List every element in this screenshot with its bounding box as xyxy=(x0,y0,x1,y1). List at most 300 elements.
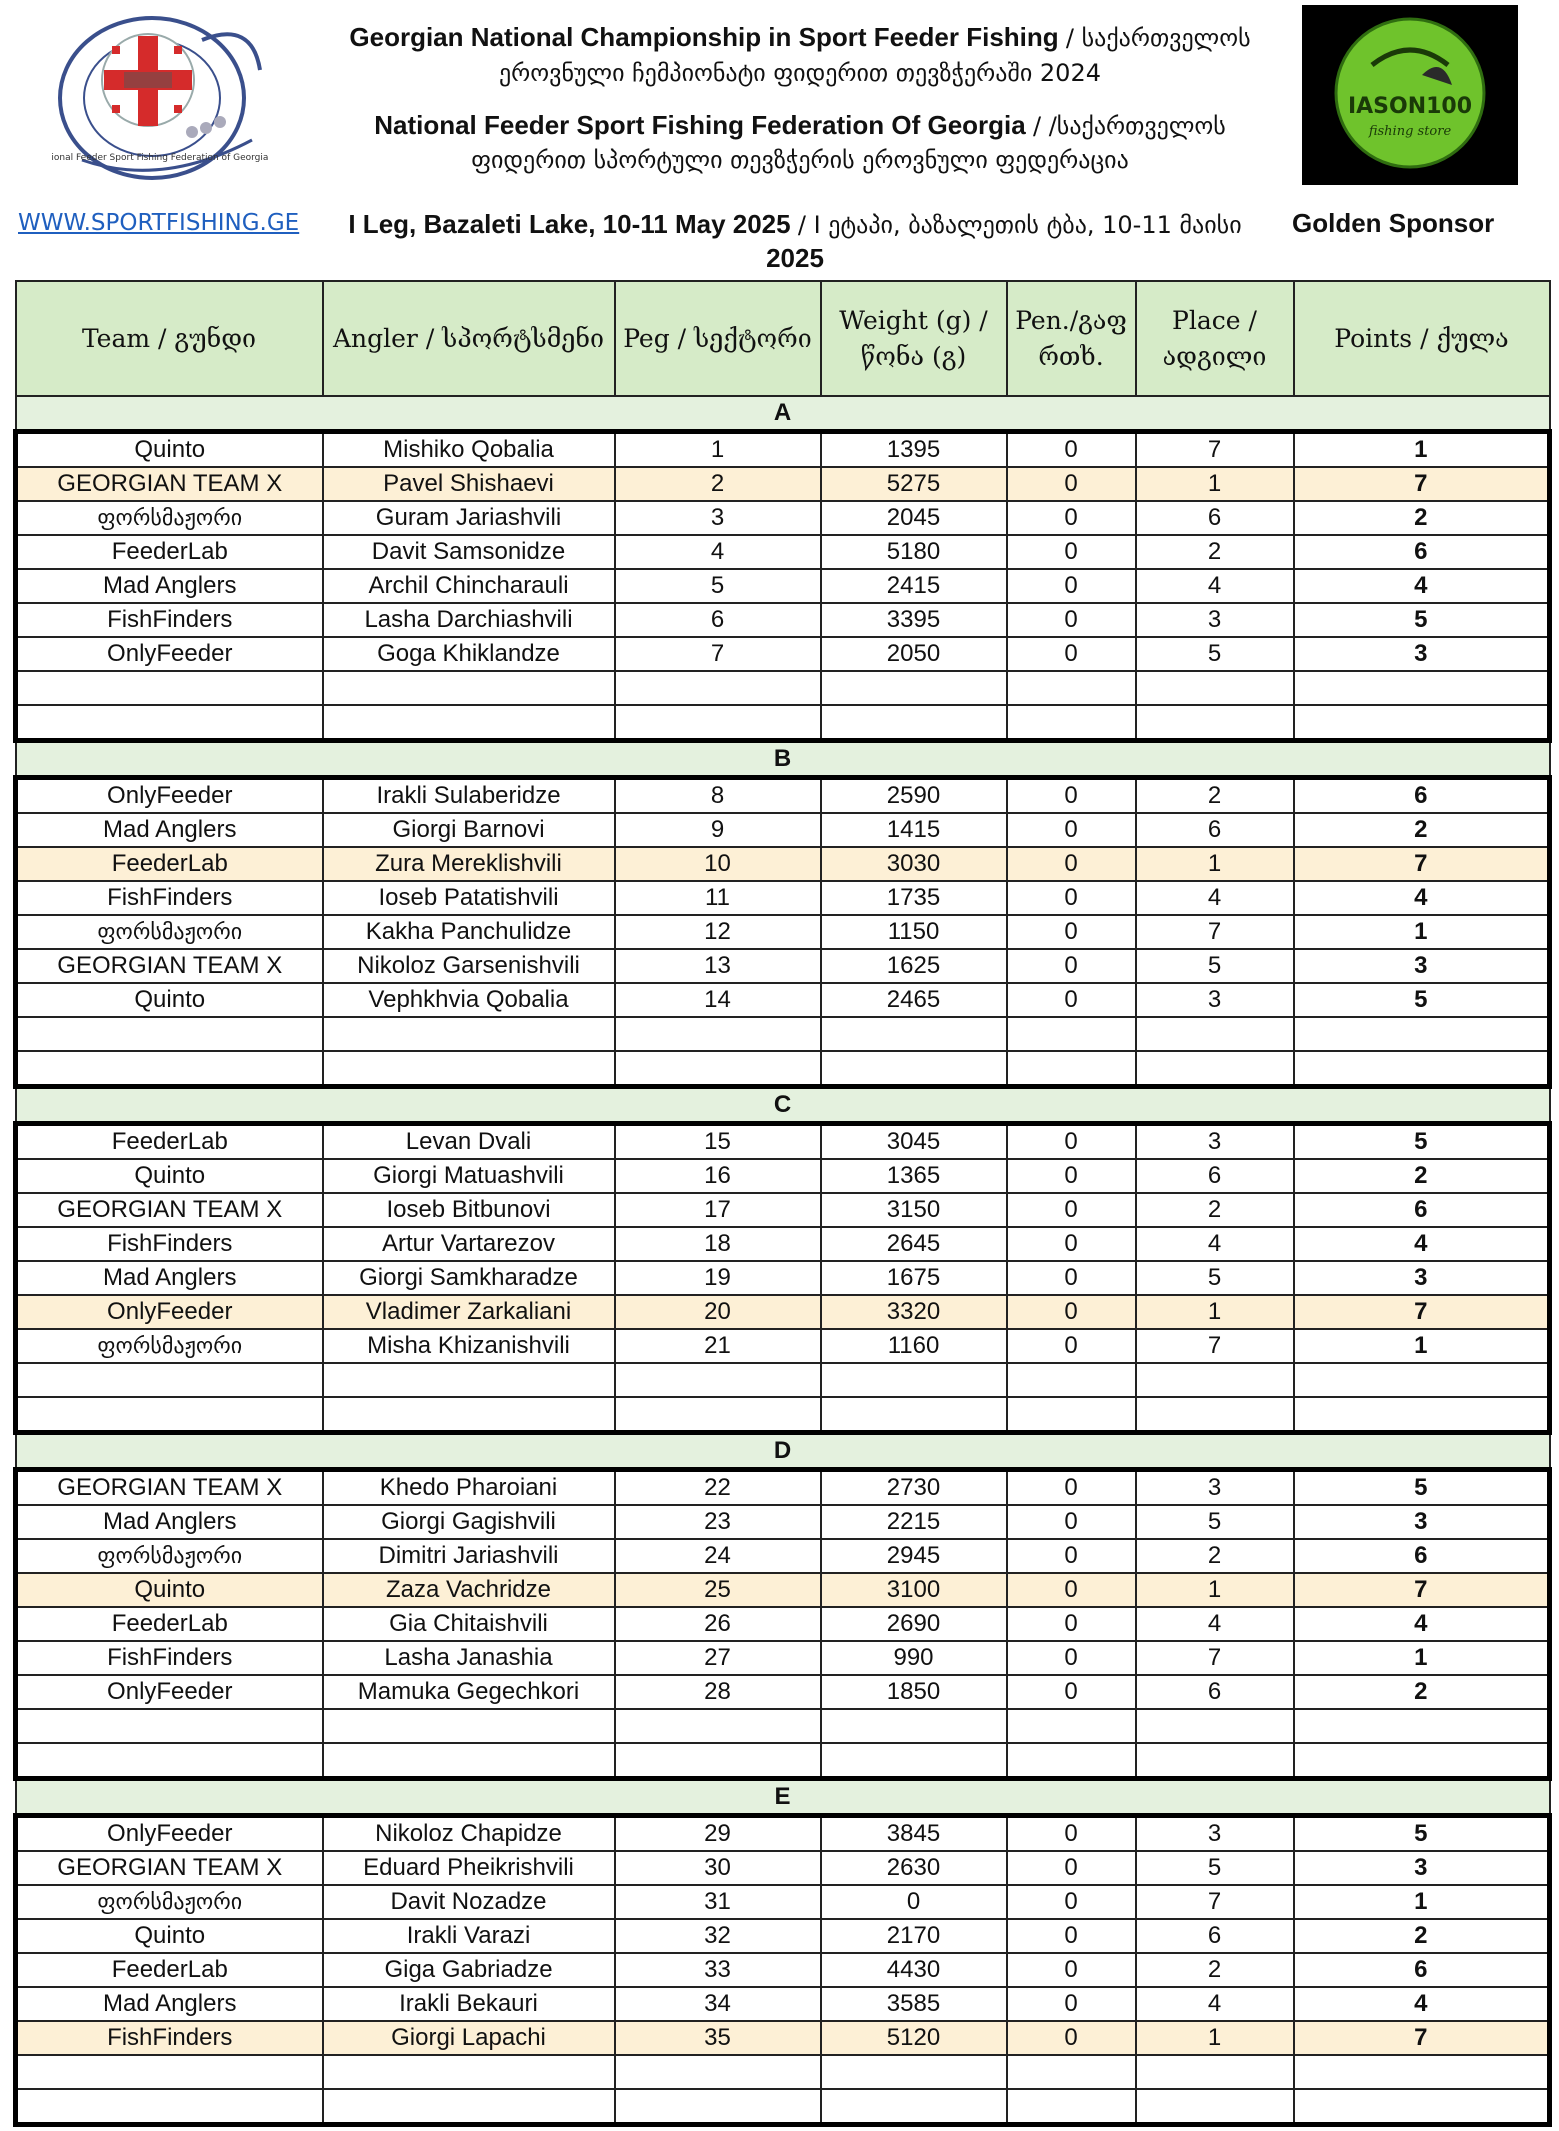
cell-peg: 14 xyxy=(615,983,821,1017)
cell-team: Mad Anglers xyxy=(16,569,323,603)
svg-text:IASON100: IASON100 xyxy=(1347,94,1473,119)
cell-weight xyxy=(821,2055,1007,2089)
cell-weight: 3030 xyxy=(821,847,1007,881)
table-row xyxy=(16,881,1550,915)
cell-peg xyxy=(615,705,821,741)
cell-peg: 29 xyxy=(615,1816,821,1852)
cell-points: 4 xyxy=(1294,1987,1550,2021)
cell-weight: 1735 xyxy=(821,881,1007,915)
cell-place: 3 xyxy=(1136,1816,1294,1852)
cell-pen: 0 xyxy=(1007,432,1136,468)
leg-year: 2025 xyxy=(766,243,824,273)
cell-place: 5 xyxy=(1136,637,1294,671)
cell-weight: 2645 xyxy=(821,1227,1007,1261)
cell-points xyxy=(1294,1397,1550,1433)
cell-pen: 0 xyxy=(1007,569,1136,603)
group-label: C xyxy=(16,1087,1550,1124)
cell-peg: 9 xyxy=(615,813,821,847)
cell-pen: 0 xyxy=(1007,813,1136,847)
cell-place: 6 xyxy=(1136,1159,1294,1193)
column-header-points: Points / ქულა xyxy=(1294,281,1550,396)
cell-place: 5 xyxy=(1136,1261,1294,1295)
cell-place: 3 xyxy=(1136,1124,1294,1160)
cell-pen: 0 xyxy=(1007,1124,1136,1160)
cell-place: 6 xyxy=(1136,501,1294,535)
group-label: D xyxy=(16,1433,1550,1470)
cell-place: 2 xyxy=(1136,535,1294,569)
cell-weight xyxy=(821,1017,1007,1051)
leg-info-en: I Leg, Bazaleti Lake, 10-11 May 2025 xyxy=(348,209,791,239)
cell-place: 2 xyxy=(1136,778,1294,814)
cell-pen: 0 xyxy=(1007,501,1136,535)
cell-team: GEORGIAN TEAM X xyxy=(16,1193,323,1227)
cell-angler: Archil Chincharauli xyxy=(323,569,615,603)
table-row xyxy=(16,1193,1550,1227)
cell-points xyxy=(1294,1363,1550,1397)
cell-angler: Eduard Pheikrishvili xyxy=(323,1851,615,1885)
cell-angler: Zaza Vachridze xyxy=(323,1573,615,1607)
cell-points: 7 xyxy=(1294,847,1550,881)
leg-info-ka: I ეტაპი, ბაზალეთის ტბა, 10-11 მაისი xyxy=(813,211,1242,239)
cell-team: OnlyFeeder xyxy=(16,1675,323,1709)
table-row xyxy=(16,432,1550,468)
cell-angler: Goga Khiklandze xyxy=(323,637,615,671)
cell-team: ფორსმაჟორი xyxy=(16,1539,323,1573)
cell-team xyxy=(16,705,323,741)
cell-team xyxy=(16,1017,323,1051)
cell-points: 5 xyxy=(1294,1470,1550,1506)
cell-points: 6 xyxy=(1294,778,1550,814)
column-header-penalty: Pen./გაფ რთხ. xyxy=(1007,281,1136,396)
cell-team xyxy=(16,671,323,705)
cell-points xyxy=(1294,2089,1550,2125)
cell-angler xyxy=(323,705,615,741)
cell-peg: 3 xyxy=(615,501,821,535)
cell-peg: 19 xyxy=(615,1261,821,1295)
cell-place xyxy=(1136,671,1294,705)
cell-pen: 0 xyxy=(1007,949,1136,983)
cell-angler: Giga Gabriadze xyxy=(323,1953,615,1987)
cell-peg xyxy=(615,1363,821,1397)
cell-weight xyxy=(821,1743,1007,1779)
cell-place xyxy=(1136,1363,1294,1397)
cell-points: 1 xyxy=(1294,915,1550,949)
cell-weight: 1625 xyxy=(821,949,1007,983)
cell-peg: 27 xyxy=(615,1641,821,1675)
cell-team: GEORGIAN TEAM X xyxy=(16,1470,323,1506)
cell-peg: 17 xyxy=(615,1193,821,1227)
cell-points: 2 xyxy=(1294,1159,1550,1193)
table-row xyxy=(16,1539,1550,1573)
cell-place: 6 xyxy=(1136,1675,1294,1709)
cell-pen: 0 xyxy=(1007,847,1136,881)
cell-place: 4 xyxy=(1136,1227,1294,1261)
cell-place: 6 xyxy=(1136,1919,1294,1953)
cell-points: 6 xyxy=(1294,1539,1550,1573)
cell-place xyxy=(1136,1397,1294,1433)
cell-pen: 0 xyxy=(1007,1159,1136,1193)
cell-team: Mad Anglers xyxy=(16,1987,323,2021)
cell-team: FishFinders xyxy=(16,1227,323,1261)
cell-pen: 0 xyxy=(1007,603,1136,637)
cell-pen: 0 xyxy=(1007,1953,1136,1987)
cell-pen: 0 xyxy=(1007,1987,1136,2021)
cell-pen: 0 xyxy=(1007,778,1136,814)
cell-pen xyxy=(1007,1051,1136,1087)
table-row xyxy=(16,1329,1550,1363)
cell-points: 6 xyxy=(1294,1953,1550,1987)
cell-pen: 0 xyxy=(1007,1505,1136,1539)
cell-weight: 0 xyxy=(821,1885,1007,1919)
empty-row xyxy=(16,1397,1550,1433)
cell-team xyxy=(16,1397,323,1433)
cell-weight: 3320 xyxy=(821,1295,1007,1329)
cell-pen: 0 xyxy=(1007,1851,1136,1885)
cell-peg: 15 xyxy=(615,1124,821,1160)
cell-team: Quinto xyxy=(16,1159,323,1193)
cell-team: ფორსმაჟორი xyxy=(16,501,323,535)
cell-place xyxy=(1136,2055,1294,2089)
cell-peg: 10 xyxy=(615,847,821,881)
cell-weight: 2465 xyxy=(821,983,1007,1017)
cell-place: 4 xyxy=(1136,1607,1294,1641)
cell-team: ფორსმაჟორი xyxy=(16,915,323,949)
cell-weight: 2945 xyxy=(821,1539,1007,1573)
cell-points: 1 xyxy=(1294,1329,1550,1363)
cell-angler: Davit Nozadze xyxy=(323,1885,615,1919)
group-label: A xyxy=(16,396,1550,432)
cell-points: 1 xyxy=(1294,432,1550,468)
cell-weight: 1395 xyxy=(821,432,1007,468)
cell-pen: 0 xyxy=(1007,1470,1136,1506)
cell-points: 2 xyxy=(1294,1919,1550,1953)
column-header-peg: Peg / სექტორი xyxy=(615,281,821,396)
table-row xyxy=(16,1987,1550,2021)
cell-angler: Giorgi Barnovi xyxy=(323,813,615,847)
cell-pen: 0 xyxy=(1007,1261,1136,1295)
cell-angler: Vephkhvia Qobalia xyxy=(323,983,615,1017)
empty-row xyxy=(16,671,1550,705)
table-row xyxy=(16,2021,1550,2055)
cell-angler: Lasha Darchiashvili xyxy=(323,603,615,637)
cell-weight: 2590 xyxy=(821,778,1007,814)
table-header-row xyxy=(16,281,1550,396)
cell-pen xyxy=(1007,2089,1136,2125)
cell-team: FishFinders xyxy=(16,1641,323,1675)
cell-angler xyxy=(323,1709,615,1743)
table-row xyxy=(16,1885,1550,1919)
cell-pen: 0 xyxy=(1007,1607,1136,1641)
empty-row xyxy=(16,1709,1550,1743)
cell-team: OnlyFeeder xyxy=(16,637,323,671)
table-row xyxy=(16,1607,1550,1641)
cell-place xyxy=(1136,1017,1294,1051)
table-row xyxy=(16,569,1550,603)
group-label: E xyxy=(16,1779,1550,1816)
table-row xyxy=(16,1227,1550,1261)
cell-place: 4 xyxy=(1136,881,1294,915)
table-row xyxy=(16,1675,1550,1709)
cell-place: 7 xyxy=(1136,1885,1294,1919)
cell-angler: Irakli Sulaberidze xyxy=(323,778,615,814)
cell-angler xyxy=(323,1743,615,1779)
cell-weight xyxy=(821,1051,1007,1087)
cell-pen: 0 xyxy=(1007,1295,1136,1329)
championship-title-en: Georgian National Championship in Sport Feeder Fishing xyxy=(349,22,1059,52)
cell-team: FeederLab xyxy=(16,1953,323,1987)
table-row xyxy=(16,467,1550,501)
cell-points: 3 xyxy=(1294,1261,1550,1295)
federation-title: National Feeder Sport Fishing Federation Of Georgia / /საქართველოს xyxy=(374,110,1226,140)
cell-team: Quinto xyxy=(16,1573,323,1607)
cell-pen: 0 xyxy=(1007,535,1136,569)
cell-weight: 2690 xyxy=(821,1607,1007,1641)
cell-team: OnlyFeeder xyxy=(16,1295,323,1329)
cell-peg xyxy=(615,1017,821,1051)
cell-pen: 0 xyxy=(1007,1816,1136,1852)
cell-team: Mad Anglers xyxy=(16,1261,323,1295)
cell-pen: 0 xyxy=(1007,467,1136,501)
championship-title-line2 xyxy=(320,55,1280,90)
cell-pen: 0 xyxy=(1007,1329,1136,1363)
cell-weight: 2415 xyxy=(821,569,1007,603)
cell-angler xyxy=(323,1363,615,1397)
federation-logo xyxy=(52,10,274,185)
cell-place xyxy=(1136,1709,1294,1743)
cell-peg xyxy=(615,1743,821,1779)
cell-pen: 0 xyxy=(1007,983,1136,1017)
svg-text:National Feeder Sport Fishing: National Feeder Sport Fishing Federation of Georgia xyxy=(52,153,269,163)
cell-weight: 2630 xyxy=(821,1851,1007,1885)
cell-peg: 26 xyxy=(615,1607,821,1641)
cell-points: 5 xyxy=(1294,983,1550,1017)
table-row xyxy=(16,915,1550,949)
cell-angler: Kakha Panchulidze xyxy=(323,915,615,949)
cell-team: FeederLab xyxy=(16,847,323,881)
cell-team: GEORGIAN TEAM X xyxy=(16,949,323,983)
cell-points: 7 xyxy=(1294,1295,1550,1329)
cell-points: 3 xyxy=(1294,1851,1550,1885)
cell-angler: Vladimer Zarkaliani xyxy=(323,1295,615,1329)
championship-title-ka-1: საქართველოს xyxy=(1081,24,1251,52)
cell-peg xyxy=(615,1051,821,1087)
cell-weight: 5275 xyxy=(821,467,1007,501)
cell-angler xyxy=(323,2055,615,2089)
federation-title-ka-1: საქართველოს xyxy=(1056,112,1226,140)
cell-points xyxy=(1294,705,1550,741)
cell-peg xyxy=(615,1397,821,1433)
cell-pen xyxy=(1007,1397,1136,1433)
cell-place: 1 xyxy=(1136,1573,1294,1607)
cell-pen: 0 xyxy=(1007,1675,1136,1709)
group-header-row xyxy=(16,396,1550,432)
leg-info: I Leg, Bazaleti Lake, 10-11 May 2025 / I ეტაპი, ბაზალეთის ტბა, 10-11 მაისი 2025 xyxy=(348,209,1242,273)
cell-place: 7 xyxy=(1136,1329,1294,1363)
cell-team: FeederLab xyxy=(16,1607,323,1641)
cell-points: 1 xyxy=(1294,1885,1550,1919)
cell-weight: 1415 xyxy=(821,813,1007,847)
cell-team: FishFinders xyxy=(16,603,323,637)
cell-peg: 5 xyxy=(615,569,821,603)
group-header-row xyxy=(16,1779,1550,1816)
cell-place: 5 xyxy=(1136,1851,1294,1885)
cell-team: Quinto xyxy=(16,1919,323,1953)
group-header-row xyxy=(16,741,1550,778)
empty-row xyxy=(16,1363,1550,1397)
cell-weight: 1675 xyxy=(821,1261,1007,1295)
cell-weight xyxy=(821,2089,1007,2125)
cell-place xyxy=(1136,705,1294,741)
cell-pen xyxy=(1007,705,1136,741)
cell-weight: 3150 xyxy=(821,1193,1007,1227)
cell-place: 1 xyxy=(1136,2021,1294,2055)
cell-place: 6 xyxy=(1136,813,1294,847)
cell-points xyxy=(1294,1709,1550,1743)
cell-points: 4 xyxy=(1294,881,1550,915)
cell-place: 5 xyxy=(1136,1505,1294,1539)
cell-peg: 24 xyxy=(615,1539,821,1573)
cell-points: 3 xyxy=(1294,949,1550,983)
cell-peg xyxy=(615,671,821,705)
cell-angler: Mamuka Gegechkori xyxy=(323,1675,615,1709)
cell-angler: Ioseb Bitbunovi xyxy=(323,1193,615,1227)
cell-weight: 5120 xyxy=(821,2021,1007,2055)
column-header-angler: Angler / სპორტსმენი xyxy=(323,281,615,396)
cell-points: 7 xyxy=(1294,1573,1550,1607)
cell-points: 5 xyxy=(1294,603,1550,637)
cell-weight: 1150 xyxy=(821,915,1007,949)
cell-team xyxy=(16,1051,323,1087)
cell-place: 2 xyxy=(1136,1193,1294,1227)
cell-weight: 2045 xyxy=(821,501,1007,535)
table-row xyxy=(16,1851,1550,1885)
table-row xyxy=(16,1470,1550,1506)
table-row xyxy=(16,949,1550,983)
cell-weight: 4430 xyxy=(821,1953,1007,1987)
group-header-row xyxy=(16,1433,1550,1470)
cell-peg: 8 xyxy=(615,778,821,814)
cell-points: 3 xyxy=(1294,637,1550,671)
cell-points xyxy=(1294,1017,1550,1051)
cell-peg: 35 xyxy=(615,2021,821,2055)
cell-pen: 0 xyxy=(1007,2021,1136,2055)
cell-peg: 28 xyxy=(615,1675,821,1709)
table-row xyxy=(16,1505,1550,1539)
cell-angler: Irakli Bekauri xyxy=(323,1987,615,2021)
cell-peg xyxy=(615,2055,821,2089)
title-block xyxy=(320,20,1280,177)
cell-points: 2 xyxy=(1294,501,1550,535)
group-label: B xyxy=(16,741,1550,778)
cell-weight xyxy=(821,671,1007,705)
cell-peg: 21 xyxy=(615,1329,821,1363)
cell-peg: 22 xyxy=(615,1470,821,1506)
cell-angler: Pavel Shishaevi xyxy=(323,467,615,501)
cell-peg: 2 xyxy=(615,467,821,501)
empty-row xyxy=(16,2055,1550,2089)
cell-points: 7 xyxy=(1294,467,1550,501)
cell-peg: 23 xyxy=(615,1505,821,1539)
cell-pen xyxy=(1007,1743,1136,1779)
cell-pen: 0 xyxy=(1007,915,1136,949)
cell-team: GEORGIAN TEAM X xyxy=(16,467,323,501)
cell-angler: Lasha Janashia xyxy=(323,1641,615,1675)
cell-points: 4 xyxy=(1294,1607,1550,1641)
table-row xyxy=(16,1295,1550,1329)
table-row xyxy=(16,1816,1550,1852)
cell-points: 1 xyxy=(1294,1641,1550,1675)
cell-angler xyxy=(323,1051,615,1087)
website-link[interactable]: WWW.SPORTFISHING.GE xyxy=(18,210,300,236)
cell-weight xyxy=(821,1397,1007,1433)
cell-weight: 990 xyxy=(821,1641,1007,1675)
cell-peg: 12 xyxy=(615,915,821,949)
cell-weight xyxy=(821,705,1007,741)
cell-place: 1 xyxy=(1136,1295,1294,1329)
cell-team: ფორსმაჟორი xyxy=(16,1329,323,1363)
column-header-place: Place / ადგილი xyxy=(1136,281,1294,396)
cell-angler: Gia Chitaishvili xyxy=(323,1607,615,1641)
cell-team: Mad Anglers xyxy=(16,1505,323,1539)
cell-place: 3 xyxy=(1136,1470,1294,1506)
cell-peg: 25 xyxy=(615,1573,821,1607)
table-row xyxy=(16,1641,1550,1675)
cell-pen: 0 xyxy=(1007,1641,1136,1675)
cell-angler: Nikoloz Chapidze xyxy=(323,1816,615,1852)
cell-weight: 5180 xyxy=(821,535,1007,569)
cell-points xyxy=(1294,2055,1550,2089)
cell-team xyxy=(16,1743,323,1779)
cell-angler: Ioseb Patatishvili xyxy=(323,881,615,915)
table-row xyxy=(16,535,1550,569)
cell-team: Quinto xyxy=(16,432,323,468)
cell-pen: 0 xyxy=(1007,1573,1136,1607)
cell-place xyxy=(1136,2089,1294,2125)
cell-points xyxy=(1294,1051,1550,1087)
cell-weight: 2050 xyxy=(821,637,1007,671)
table-row xyxy=(16,847,1550,881)
cell-place: 2 xyxy=(1136,1953,1294,1987)
cell-place: 2 xyxy=(1136,1539,1294,1573)
cell-pen: 0 xyxy=(1007,1885,1136,1919)
cell-weight xyxy=(821,1363,1007,1397)
cell-team: FeederLab xyxy=(16,1124,323,1160)
cell-angler: Zura Mereklishvili xyxy=(323,847,615,881)
cell-peg: 34 xyxy=(615,1987,821,2021)
cell-weight: 2730 xyxy=(821,1470,1007,1506)
cell-angler xyxy=(323,671,615,705)
cell-team xyxy=(16,2089,323,2125)
cell-angler: Davit Samsonidze xyxy=(323,535,615,569)
table-row xyxy=(16,501,1550,535)
cell-points: 4 xyxy=(1294,569,1550,603)
table-row xyxy=(16,1124,1550,1160)
empty-row xyxy=(16,2089,1550,2125)
cell-weight: 3395 xyxy=(821,603,1007,637)
cell-angler: Giorgi Matuashvili xyxy=(323,1159,615,1193)
cell-place: 4 xyxy=(1136,1987,1294,2021)
cell-team: Mad Anglers xyxy=(16,813,323,847)
federation-title-ka-2: ფიდერით სპორტული თევზჭერის ეროვნული ფედერაცია xyxy=(471,146,1129,174)
cell-angler xyxy=(323,1017,615,1051)
cell-place: 5 xyxy=(1136,949,1294,983)
table-row xyxy=(16,1159,1550,1193)
cell-pen: 0 xyxy=(1007,1193,1136,1227)
column-header-weight: Weight (g) / წონა (გ) xyxy=(821,281,1007,396)
cell-peg: 20 xyxy=(615,1295,821,1329)
cell-team: ფორსმაჟორი xyxy=(16,1885,323,1919)
cell-points: 6 xyxy=(1294,1193,1550,1227)
